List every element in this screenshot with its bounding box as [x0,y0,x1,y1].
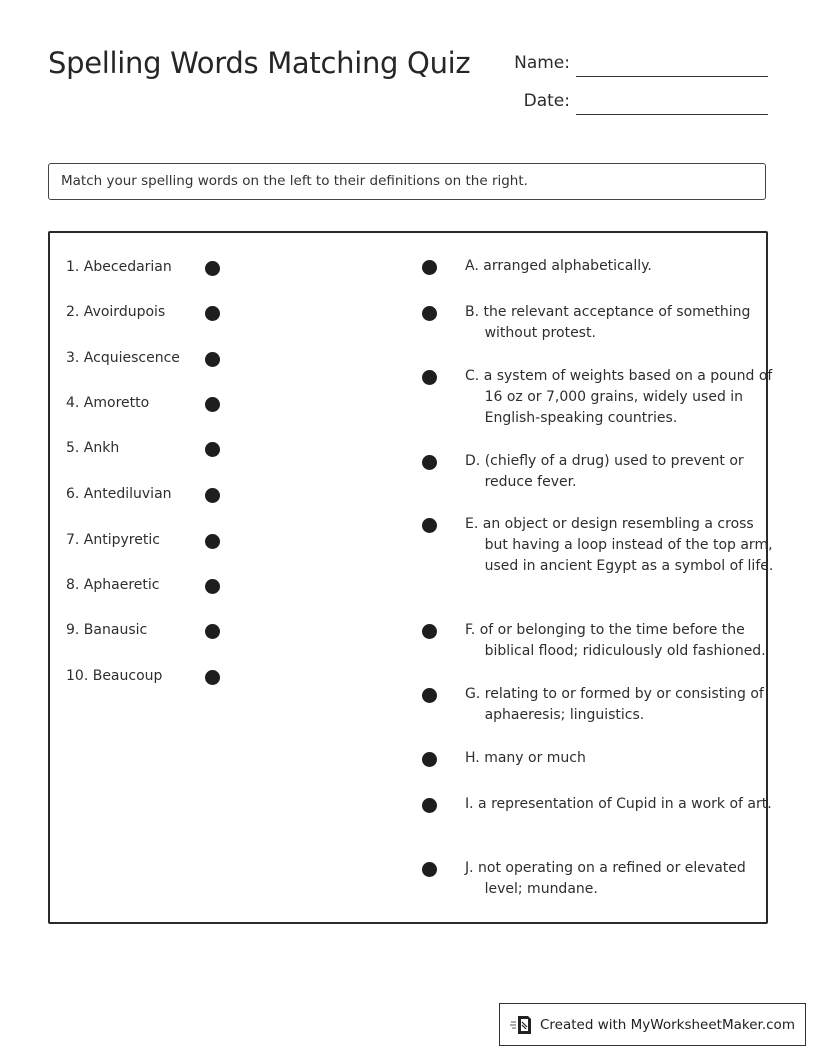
definition-item [465,620,775,662]
definition-text: an object or design resembling a cross but having a loop instead of the top arm, used in ancient Egypt as a symbol of life. [482,516,774,574]
spelling-word: 8. Aphaeretic [66,577,160,593]
definition-text: (chiefly of a drug) used to prevent or reduce fever. [484,453,744,490]
definition-text: relating to or formed by or consisting of aphaeresis; linguistics. [484,686,764,723]
definition-text: many or much [484,750,586,766]
created-with-badge[interactable] [499,1003,806,1046]
definition-item [465,794,775,815]
definition-match-dot[interactable] [422,752,437,767]
definition-item [465,366,775,429]
definition-match-dot[interactable] [422,798,437,813]
spelling-word: 9. Banausic [66,622,148,638]
spelling-word: 2. Avoirdupois [66,304,166,320]
word-match-dot[interactable] [205,624,220,639]
footer-text: Created with MyWorksheetMaker.com [540,1016,795,1033]
definition-match-dot[interactable] [422,862,437,877]
word-match-dot[interactable] [205,534,220,549]
spelling-word: 4. Amoretto [66,395,150,411]
definition-text: not operating on a refined or elevated level; mundane. [478,860,746,897]
definition-match-dot[interactable] [422,370,437,385]
definition-item [465,451,775,493]
definition-letter: J. [465,860,474,876]
spelling-word: 7. Antipyretic [66,532,160,548]
definition-item [465,684,775,726]
date-input-line[interactable] [576,114,768,115]
definition-match-dot[interactable] [422,518,437,533]
definition-item [465,858,775,900]
definition-letter: I. [465,796,474,812]
definition-letter: G. [465,686,481,702]
date-label: Date: [523,91,570,111]
word-match-dot[interactable] [205,488,220,503]
spelling-word: 3. Acquiescence [66,350,180,366]
definition-match-dot[interactable] [422,306,437,321]
spelling-word: 6. Antediluvian [66,486,172,502]
page-title: Spelling Words Matching Quiz [48,46,471,80]
instructions-box: Match your spelling words on the left to their definitions on the right. [48,163,766,200]
definition-match-dot[interactable] [422,688,437,703]
word-match-dot[interactable] [205,261,220,276]
definition-letter: B. [465,304,480,320]
definition-letter: D. [465,453,481,469]
definition-text: the relevant acceptance of something without protest. [483,304,751,341]
definition-item [465,514,775,577]
definition-letter: F. [465,622,476,638]
definition-text: arranged alphabetically. [483,258,652,274]
word-match-dot[interactable] [205,442,220,457]
definition-text: a system of weights based on a pound of 16 oz or 7,000 grains, widely used in English-speaking countries. [483,368,773,426]
spelling-word: 1. Abecedarian [66,259,172,275]
definition-letter: A. [465,258,479,274]
word-match-dot[interactable] [205,579,220,594]
definition-match-dot[interactable] [422,455,437,470]
spelling-word: 5. Ankh [66,440,120,456]
name-label: Name: [514,53,570,73]
spelling-word: 10. Beaucoup [66,668,163,684]
word-match-dot[interactable] [205,670,220,685]
definition-item [465,302,775,344]
definition-letter: C. [465,368,480,384]
definition-match-dot[interactable] [422,260,437,275]
word-match-dot[interactable] [205,352,220,367]
definition-letter: E. [465,516,479,532]
word-match-dot[interactable] [205,397,220,412]
definition-match-dot[interactable] [422,624,437,639]
word-match-dot[interactable] [205,306,220,321]
definition-letter: H. [465,750,480,766]
worksheet-logo-icon [510,1014,534,1036]
definition-text: a representation of Cupid in a work of art. [478,796,772,812]
definition-item [465,748,775,769]
definition-text: of or belonging to the time before the biblical flood; ridiculously old fashioned. [479,622,766,659]
name-input-line[interactable] [576,76,768,77]
definition-item [465,256,775,277]
